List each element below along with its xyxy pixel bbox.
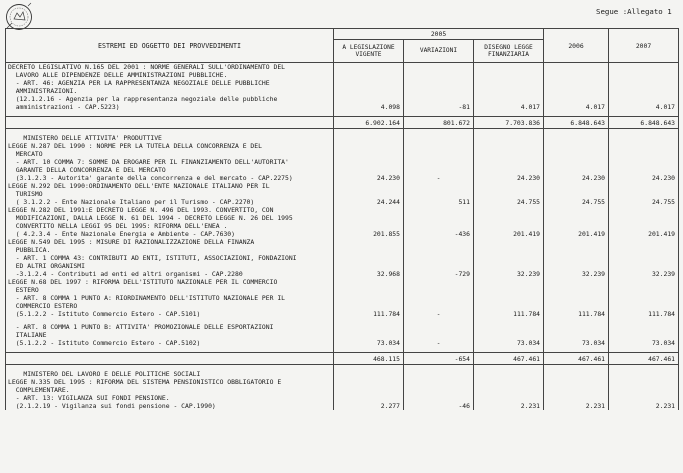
value-2007 (609, 134, 679, 142)
provision-description: MINISTERO DELLE ATTIVITA' PRODUTTIVE (6, 134, 334, 142)
value-2006: 24.755 (544, 198, 609, 206)
value-legislazione-vigente (334, 254, 404, 270)
value-variazioni (404, 63, 474, 80)
provision-text-row (6, 182, 679, 198)
value-disegno-legge (474, 238, 544, 254)
value-2007: 73.034 (609, 339, 679, 347)
provision-text-row (6, 79, 679, 95)
provision-text-row (6, 294, 679, 310)
value-2006: 73.034 (544, 339, 609, 347)
budget-item-row (6, 270, 679, 278)
provision-text-row (6, 63, 679, 80)
value-variazioni (404, 238, 474, 254)
column-header-year-2006: 2006 (544, 29, 609, 63)
provision-description: - ART. 1 COMMA 43: CONTRIBUTI AD ENTI, ISTITUTI, ASSOCIAZIONI, FONDAZIONI ED ALTRI ORGANISMI (6, 254, 334, 270)
value-2007: 4.017 (609, 95, 679, 111)
column-header-year-2007: 2007 (609, 29, 679, 63)
value-2006: 111.784 (544, 310, 609, 318)
budget-table-wrapper (5, 28, 678, 410)
value-2006: 32.239 (544, 270, 609, 278)
value-disegno-legge (474, 182, 544, 198)
value-2007: 6.848.643 (609, 117, 679, 129)
value-variazioni: -46 (404, 402, 474, 410)
value-legislazione-vigente (334, 294, 404, 310)
value-legislazione-vigente: 201.855 (334, 230, 404, 238)
provision-text-row (6, 278, 679, 294)
provision-text-row (6, 254, 679, 270)
subtotal-row (6, 117, 679, 129)
value-disegno-legge (474, 278, 544, 294)
value-legislazione-vigente: 24.244 (334, 198, 404, 206)
provision-description: - ART. 8 COMMA 1 PUNTO B: ATTIVITA' PROMOZIONALE DELLE ESPORTAZIONI ITALIANE (6, 323, 334, 339)
value-variazioni (404, 294, 474, 310)
value-2006: 467.461 (544, 353, 609, 365)
value-variazioni (404, 182, 474, 198)
value-legislazione-vigente (334, 182, 404, 198)
value-2007 (609, 394, 679, 402)
value-legislazione-vigente (334, 158, 404, 174)
value-disegno-legge (474, 79, 544, 95)
value-disegno-legge: 467.461 (474, 353, 544, 365)
provision-text-row (6, 394, 679, 402)
value-2006 (544, 63, 609, 80)
value-2007: 24.230 (609, 174, 679, 182)
column-header-disegno-legge: DISEGNO LEGGE FINANZIARIA (474, 40, 544, 63)
value-variazioni (404, 134, 474, 142)
budget-item-row (6, 339, 679, 347)
value-variazioni: -436 (404, 230, 474, 238)
provision-text-row (6, 238, 679, 254)
value-disegno-legge (474, 158, 544, 174)
value-legislazione-vigente (334, 79, 404, 95)
value-legislazione-vigente (334, 370, 404, 378)
value-disegno-legge (474, 370, 544, 378)
value-disegno-legge: 2.231 (474, 402, 544, 410)
continuation-label: Segue :Allegato 1 (596, 7, 672, 16)
budget-item-row (6, 402, 679, 410)
budget-table (5, 28, 679, 410)
provision-description: (5.1.2.2 - Istituto Commercio Estero - CAP.5101) (6, 310, 334, 318)
value-2007 (609, 142, 679, 158)
value-disegno-legge (474, 134, 544, 142)
provision-text-row (6, 142, 679, 158)
value-2006 (544, 278, 609, 294)
value-2006 (544, 206, 609, 230)
provision-description: LEGGE N.335 DEL 1995 : RIFORMA DEL SISTEMA PENSIONISTICO OBBLIGATORIO E COMPLEMENTARE. (6, 378, 334, 394)
value-2006 (544, 394, 609, 402)
value-2007 (609, 370, 679, 378)
value-2006 (544, 323, 609, 339)
value-2007 (609, 79, 679, 95)
value-2007: 32.239 (609, 270, 679, 278)
value-2007 (609, 158, 679, 174)
value-2006 (544, 134, 609, 142)
provision-description: - ART. 8 COMMA 1 PUNTO A: RIORDINAMENTO DELL'ISTITUTO NAZIONALE PER IL COMMERCIO ESTERO (6, 294, 334, 310)
value-variazioni: - (404, 339, 474, 347)
value-disegno-legge (474, 294, 544, 310)
value-disegno-legge: 4.017 (474, 95, 544, 111)
value-2006: 6.848.643 (544, 117, 609, 129)
budget-item-row (6, 198, 679, 206)
value-2006 (544, 158, 609, 174)
value-2006 (544, 378, 609, 394)
column-header-year-2005: 2005 (334, 29, 544, 40)
value-variazioni: -81 (404, 95, 474, 111)
provision-description: LEGGE N.282 DEL 1991:E DECRETO LEGGE N. 496 DEL 1993. CONVERTITO, CON MODIFICAZIONI, DALLA LEGGE N. 61 DEL 1994 - DECRETO LEGGE N. 26 DEL 1995 CONVERTITO NELLA LEGGI 95 DEL 1995: RIFORMA DELL'ENEA . (6, 206, 334, 230)
value-disegno-legge (474, 206, 544, 230)
value-2006 (544, 79, 609, 95)
value-2007 (609, 323, 679, 339)
value-2006 (544, 182, 609, 198)
empty-description-cell (6, 117, 334, 129)
value-variazioni (404, 370, 474, 378)
value-legislazione-vigente (334, 63, 404, 80)
provision-text-row (6, 206, 679, 230)
value-disegno-legge (474, 142, 544, 158)
empty-description-cell (6, 353, 334, 365)
subtotal-row (6, 353, 679, 365)
value-2006 (544, 238, 609, 254)
value-disegno-legge: 111.784 (474, 310, 544, 318)
value-legislazione-vigente (334, 142, 404, 158)
provision-text-row (6, 378, 679, 394)
provision-text-row (6, 158, 679, 174)
value-variazioni (404, 378, 474, 394)
value-variazioni: -729 (404, 270, 474, 278)
provision-description: - ART. 10 COMMA 7: SOMME DA EROGARE PER IL FINANZIAMENTO DELL'AUTORITA' GARANTE DELLA CONCORRENZA E DEL MERCATO (6, 158, 334, 174)
provision-description: -3.1.2.4 - Contributi ad enti ed altri organismi - CAP.2280 (6, 270, 334, 278)
budget-item-row (6, 174, 679, 182)
value-legislazione-vigente (334, 278, 404, 294)
value-disegno-legge: 32.239 (474, 270, 544, 278)
provision-description: (12.1.2.16 - Agenzia per la rappresentanza negoziale delle pubbliche amministrazioni - CAP.5223) (6, 95, 334, 111)
value-2007: 201.419 (609, 230, 679, 238)
table-body (6, 63, 679, 411)
provision-description: - ART. 13: VIGILANZA SUI FONDI PENSIONE. (6, 394, 334, 402)
value-2007 (609, 278, 679, 294)
column-header-legislazione-vigente: A LEGISLAZIONE VIGENTE (334, 40, 404, 63)
value-2007 (609, 63, 679, 80)
provision-text-row (6, 134, 679, 142)
value-variazioni (404, 158, 474, 174)
value-legislazione-vigente (334, 206, 404, 230)
value-2006 (544, 370, 609, 378)
budget-item-row (6, 95, 679, 111)
value-2006: 24.230 (544, 174, 609, 182)
value-disegno-legge (474, 394, 544, 402)
value-variazioni (404, 278, 474, 294)
value-legislazione-vigente (334, 134, 404, 142)
value-disegno-legge (474, 323, 544, 339)
value-variazioni: -654 (404, 353, 474, 365)
value-variazioni (404, 142, 474, 158)
value-2007 (609, 378, 679, 394)
value-2006 (544, 294, 609, 310)
value-variazioni (404, 254, 474, 270)
provision-description: DECRETO LEGISLATIVO N.165 DEL 2001 : NORME GENERALI SULL'ORDINAMENTO DEL LAVORO ALLE DIPENDENZE DELLE AMMINISTRAZIONI PUBBLICHE. (6, 63, 334, 80)
provision-description: LEGGE N.292 DEL 1990:ORDINAMENTO DELL'ENTE NAZIONALE ITALIANO PER IL TURISMO (6, 182, 334, 198)
value-legislazione-vigente: 111.784 (334, 310, 404, 318)
value-disegno-legge: 201.419 (474, 230, 544, 238)
value-2007: 467.461 (609, 353, 679, 365)
value-legislazione-vigente: 32.968 (334, 270, 404, 278)
value-legislazione-vigente: 24.230 (334, 174, 404, 182)
value-2006: 2.231 (544, 402, 609, 410)
value-2007 (609, 254, 679, 270)
value-variazioni: 511 (404, 198, 474, 206)
value-disegno-legge (474, 378, 544, 394)
value-legislazione-vigente: 6.902.164 (334, 117, 404, 129)
value-2007 (609, 294, 679, 310)
value-2006 (544, 142, 609, 158)
value-variazioni (404, 206, 474, 230)
value-variazioni (404, 323, 474, 339)
value-2007: 111.784 (609, 310, 679, 318)
value-2007: 2.231 (609, 402, 679, 410)
provision-description: LEGGE N.287 DEL 1990 : NORME PER LA TUTELA DELLA CONCORRENZA E DEL MERCATO (6, 142, 334, 158)
value-legislazione-vigente (334, 394, 404, 402)
value-legislazione-vigente: 2.277 (334, 402, 404, 410)
provision-description: ( 3.1.2.2 - Ente Nazionale Italiano per il Turismo - CAP.2270) (6, 198, 334, 206)
value-variazioni: 801.672 (404, 117, 474, 129)
column-header-description: ESTREMI ED OGGETTO DEI PROVVEDIMENTI (6, 29, 334, 63)
value-disegno-legge: 73.034 (474, 339, 544, 347)
column-header-variazioni: VARIAZIONI (404, 40, 474, 63)
provision-text-row (6, 370, 679, 378)
value-variazioni (404, 394, 474, 402)
value-2007: 24.755 (609, 198, 679, 206)
value-variazioni: - (404, 310, 474, 318)
value-2006: 4.017 (544, 95, 609, 111)
value-legislazione-vigente (334, 378, 404, 394)
value-2007 (609, 182, 679, 198)
provision-description: - ART. 46: AGENZIA PER LA RAPPRESENTANZA NEGOZIALE DELLE PUBBLICHE AMMINISTRAZIONI. (6, 79, 334, 95)
value-legislazione-vigente: 468.115 (334, 353, 404, 365)
provision-description: (3.1.2.3 - Autorita' garante della concorrenza e del mercato - CAP.2275) (6, 174, 334, 182)
value-disegno-legge (474, 63, 544, 80)
provision-description: LEGGE N.68 DEL 1997 : RIFORMA DELL'ISTITUTO NAZIONALE PER IL COMMERCIO ESTERO (6, 278, 334, 294)
provision-description: MINISTERO DEL LAVORO E DELLE POLITICHE SOCIALI (6, 370, 334, 378)
provision-description: ( 4.2.3.4 - Ente Nazionale Energia e Ambiente - CAP.7630) (6, 230, 334, 238)
value-legislazione-vigente: 4.098 (334, 95, 404, 111)
value-2006 (544, 254, 609, 270)
value-2006: 201.419 (544, 230, 609, 238)
value-disegno-legge: 7.703.836 (474, 117, 544, 129)
value-2007 (609, 238, 679, 254)
provision-description: (2.1.2.19 - Vigilanza sui fondi pensione - CAP.1990) (6, 402, 334, 410)
provision-description: (5.1.2.2 - Istituto Commercio Estero - CAP.5102) (6, 339, 334, 347)
value-legislazione-vigente (334, 238, 404, 254)
value-disegno-legge (474, 254, 544, 270)
value-variazioni: - (404, 174, 474, 182)
budget-item-row (6, 230, 679, 238)
value-legislazione-vigente: 73.034 (334, 339, 404, 347)
value-legislazione-vigente (334, 323, 404, 339)
value-2007 (609, 206, 679, 230)
provision-description: LEGGE N.549 DEL 1995 : MISURE DI RAZIONALIZZAZIONE DELLA FINANZA PUBBLICA. (6, 238, 334, 254)
value-disegno-legge: 24.755 (474, 198, 544, 206)
value-disegno-legge: 24.230 (474, 174, 544, 182)
budget-item-row (6, 310, 679, 318)
value-variazioni (404, 79, 474, 95)
provision-text-row (6, 323, 679, 339)
